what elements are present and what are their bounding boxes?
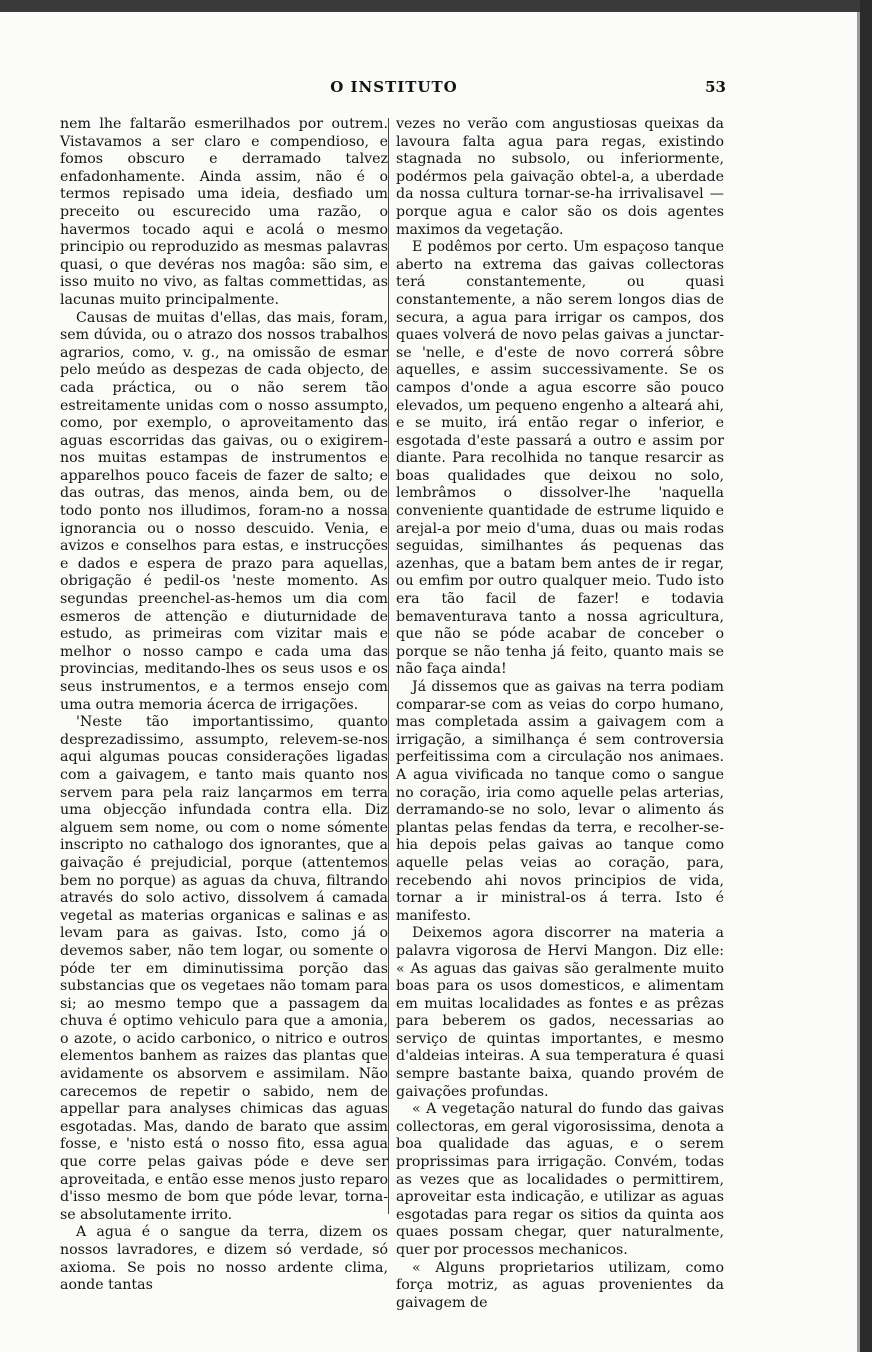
paragraph: vezes no verão com angustiosas queixas da lavoura falta agua para regas, existindo stagnada no subsolo, ou inferiormente, podérmos pela gaivação obtel-a, a uberdade da nossa cultura tornar-se-ha irrivalisavel — porque agua e calor são os dois agentes maximos da vegetação. (396, 116, 724, 238)
page-binding-shadow (857, 12, 860, 1352)
paragraph: Deixemos agora discorrer na materia a palavra vigorosa de Hervi Mangon. Diz elle: « As aguas das gaivas são geralmente muito boas para os usos domesticos, e alimentam em muitas localidades as fontes e as prêzas para beberem os gados, necessarias ao serviço de quintas importantes, e mesmo d'aldeias inteiras. A sua temperatura é quasi sempre bastante baixa, quando provém de gaivações profundas. (396, 925, 724, 1100)
column-divider (388, 118, 389, 1214)
paragraph: Já dissemos que as gaivas na terra podiam comparar-se com as veias do corpo humano, mas completada assim a gaivagem com a irrigação, a similhança é sem controversia perfeitissima com a circulação nos animaes. A agua vivificada no tanque como o sangue no coração, iria como aquelle pelas arterias, derramando-se no solo, levar o alimento ás plantas pelas fendas da terra, e recolher-se-hia depois pelas gaivas ao tanque como aquelle pelas veias ao coração, para, recebendo ahi novos principios de vida, tornar a ir ministral-os á terra. Isto é manifesto. (396, 679, 724, 924)
paragraph: Causas de muitas d'ellas, das mais, foram, sem dúvida, ou o atrazo dos nossos trabalhos agrarios, como, v. g., na omissão de esmar pelo meúdo as despezas de cada objecto, de cada práctica, ou o não serem tão estreitamente unidas com o nosso assumpto, como, por exemplo, o aproveitamento das aguas escorridas das gaivas, ou o exigirem-nos muitas estampas de instrumentos e apparelhos pouco faceis de fazer de salto; e das outras, das menos, ainda bem, ou de todo ponto nos illudimos, foram-no a nossa ignorancia ou o nosso descuido. Venia, e avizos e conselhos para estas, e instrucções e dados e espera de prazo para aquellas, obrigação é pedil-os 'neste momento. As segundas preenchel-as-hemos um dia com esmeros de attenção e diuturnidade de estudo, as primeiras com vizitar mais e melhor o nosso campo e cada uma das provincias, meditando-lhes os seus usos e os seus instrumentos, e a termos ensejo com uma outra memoria ácerca de irrigações. (60, 309, 388, 713)
paragraph: « Alguns proprietarios utilizam, como força motriz, as aguas provenientes da gaivagem de (396, 1259, 724, 1311)
paragraph: nem lhe faltarão esmerilhados por outrem. Vistavamos a ser claro e compendioso, e fomos obscuro e derramado talvez enfadonhamente. Ainda assim, não é o termos repisado uma ideia, desfiado um preceito ou escurecido uma razão, o havermos tocado aqui e acolá o mesmo principio ou reproduzido as mesmas palavras quasi, o que devéras nos magôa: são sim, e isso muito no vivo, as faltas commettidas, as lacunas muito principalmente. (60, 116, 388, 308)
paragraph: 'Neste tão importantissimo, quanto desprezadissimo, assumpto, relevem-se-nos aqui algumas poucas considerações ligadas com a gaivagem, e tanto mais quanto nos servem para pela raiz lançarmos em terra uma objecção infundada contra ella. Diz alguem sem nome, ou com o nome sómente inscripto no cathalogo dos ignorantes, que a gaivação é prejudicial, porque (attentemos bem no porque) as aguas da chuva, filtrando através do solo activo, dissolvem á camada vegetal as materias organicas e salinas e as levam para as gaivas. Isto, como já o devemos saber, não tem logar, ou somente o póde ter em diminutissima porção das substancias que os vegetaes não tomam para si; ao mesmo tempo que a passagem da chuva é optimo vehiculo para que a amonia, o azote, o acido carbonico, o nitrico e outros elementos banhem as raizes das plantas que avidamente os absorvem e assimilam. Não carecemos de repetir o sabido, nem de appellar para analyses chimicas das aguas esgotadas. Mas, dando de barato que assim fosse, e 'nisto está o nosso fito, essa agua que corre pelas gaivas póde e deve ser aproveitada, e então esse menos justo reparo d'isso mesmo de bom que póde levar, torna-se absolutamente irrito. (60, 714, 388, 1223)
paragraph: A agua é o sangue da terra, dizem os nossos lavradores, e dizem só verdade, só axioma. Se pois no nosso ardente clima, aonde tantas (60, 1224, 388, 1294)
page-header (62, 78, 726, 100)
running-title: O INSTITUTO (330, 78, 458, 96)
left-column (60, 116, 388, 1295)
page-top-edge (0, 0, 872, 12)
page-number: 53 (705, 78, 726, 96)
paragraph: « A vegetação natural do fundo das gaivas collectoras, em geral vigorosissima, denota a boa qualidade das aguas, e o serem proprissimas para irrigação. Convém, todas as vezes que as localidades o permittirem, aproveitar esta indicação, e utilizar as aguas esgotadas para regar os sitios da quinta aos quaes possam chegar, quer naturalmente, quer por processos mechanicos. (396, 1101, 724, 1258)
paragraph: E podêmos por certo. Um espaçoso tanque aberto na extrema das gaivas collectoras terá constantemente, ou quasi constantemente, a não serem longos dias de secura, a agua para irrigar os campos, dos quaes volverá de novo pelas gaivas a junctar-se 'nelle, e d'este de novo correrá sôbre aquelles, e assim successivamente. Se os campos d'onde a agua escorre são pouco elevados, um pequeno engenho a alteará ahi, e se muito, irá então regar o inferior, e esgotada d'este passará a outro e assim por diante. Para recolhida no tanque resarcir as boas qualidades que deixou no solo, lembrâmos o dissolver-lhe 'naquella conveniente quantidade de estrume liquido e arejal-a por meio d'uma, duas ou mais rodas seguidas, similhantes ás pequenas das azenhas, que a batam bem antes de ir regar, ou emfim por outro qualquer meio. Tudo isto era tão facil de fazer! e todavia bemaventurava tanto a nossa agricultura, que não se póde acabar de conceber o porque se não tenha já feito, quanto mais se não faça ainda! (396, 239, 724, 678)
page-right-edge (860, 0, 872, 1352)
right-column (396, 116, 724, 1312)
